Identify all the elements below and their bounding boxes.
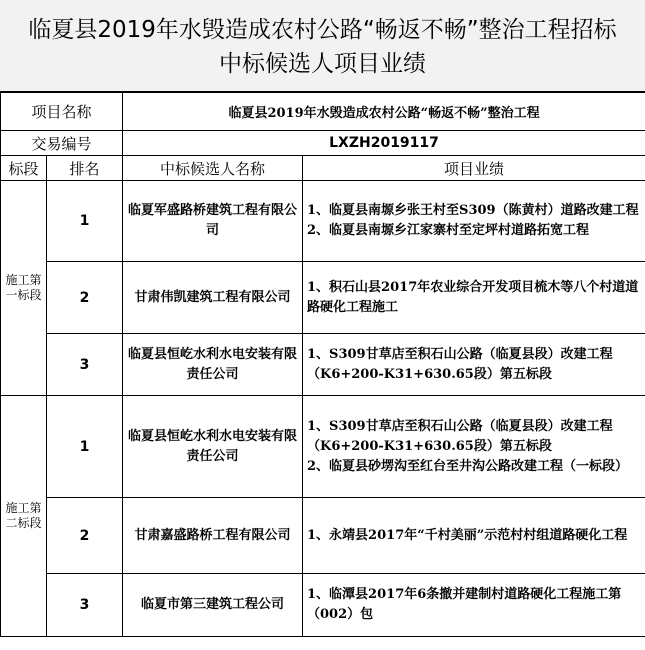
performance-item: 1、永靖县2017年“千村美丽”示范村村组道路硬化工程 xyxy=(307,527,628,543)
section-label: 施工第二标段 xyxy=(1,396,47,637)
candidate-name: 临夏县恒屹水利水电安装有限责任公司 xyxy=(123,396,303,498)
performance-cell xyxy=(303,181,645,262)
header-row xyxy=(1,156,645,181)
performance-item: 2、临夏县南塬乡江家寨村至定坪村道路拓宽工程 xyxy=(307,223,590,238)
performance-item: 2、临夏县砂塄沟至红台至井沟公路改建工程（一标段） xyxy=(307,458,629,474)
page-title-line-1: 临夏县2019年水毁造成农村公路“畅返不畅”整治工程招标 xyxy=(28,17,617,43)
header-rank: 排名 xyxy=(47,156,123,181)
performance-cell xyxy=(303,396,645,498)
performance-cell xyxy=(303,574,645,637)
project-name-row xyxy=(1,93,645,131)
candidate-name: 临夏军盛路桥建筑工程有限公司 xyxy=(123,181,303,262)
candidate-name: 临夏市第三建筑工程公司 xyxy=(123,574,303,637)
table-row xyxy=(1,262,645,334)
page-title-line-2: 中标候选人项目业绩 xyxy=(219,51,426,77)
performance-item: 1、积石山县2017年农业综合开发项目梳木等八个村道道路硬化工程施工 xyxy=(307,279,639,315)
rank-cell: 3 xyxy=(47,334,123,396)
table-row xyxy=(1,181,645,262)
section-label: 施工第一标段 xyxy=(1,181,47,396)
table-row xyxy=(1,396,645,498)
rank-cell: 1 xyxy=(47,396,123,498)
trade-code-value: LXZH2019117 xyxy=(123,131,645,156)
candidate-table xyxy=(0,92,645,637)
header-section: 标段 xyxy=(1,156,47,181)
header-candidate: 中标候选人名称 xyxy=(123,156,303,181)
rank-cell: 1 xyxy=(47,181,123,262)
candidate-name: 甘肃伟凯建筑工程有限公司 xyxy=(123,262,303,334)
project-name-value: 临夏县2019年水毁造成农村公路“畅返不畅”整治工程 xyxy=(123,93,645,131)
table-row xyxy=(1,574,645,637)
rank-cell: 3 xyxy=(47,574,123,637)
header-performance: 项目业绩 xyxy=(303,156,645,181)
candidate-name: 甘肃嘉盛路桥工程有限公司 xyxy=(123,498,303,574)
performance-item: 1、S309甘草店至积石山公路（临夏县段）改建工程（K6+200-K31+630.65段）第五标段 xyxy=(307,418,613,454)
performance-item: 1、临夏县南塬乡张王村至S309（陈黄村）道路改建工程 xyxy=(307,203,639,218)
table-row xyxy=(1,498,645,574)
trade-code-label: 交易编号 xyxy=(1,131,123,156)
table-row xyxy=(1,334,645,396)
performance-cell xyxy=(303,498,645,574)
performance-cell xyxy=(303,334,645,396)
title-block xyxy=(0,0,645,92)
project-name-label: 项目名称 xyxy=(1,93,123,131)
rank-cell: 2 xyxy=(47,498,123,574)
rank-cell: 2 xyxy=(47,262,123,334)
performance-item: 1、临潭县2017年6条撤并建制村道路硬化工程施工第（002）包 xyxy=(307,587,622,622)
performance-item: 1、S309甘草店至积石山公路（临夏县段）改建工程（K6+200-K31+630.65段）第五标段 xyxy=(307,346,613,382)
performance-cell xyxy=(303,262,645,334)
candidate-name: 临夏县恒屹水利水电安装有限责任公司 xyxy=(123,334,303,396)
trade-code-row xyxy=(1,131,645,156)
